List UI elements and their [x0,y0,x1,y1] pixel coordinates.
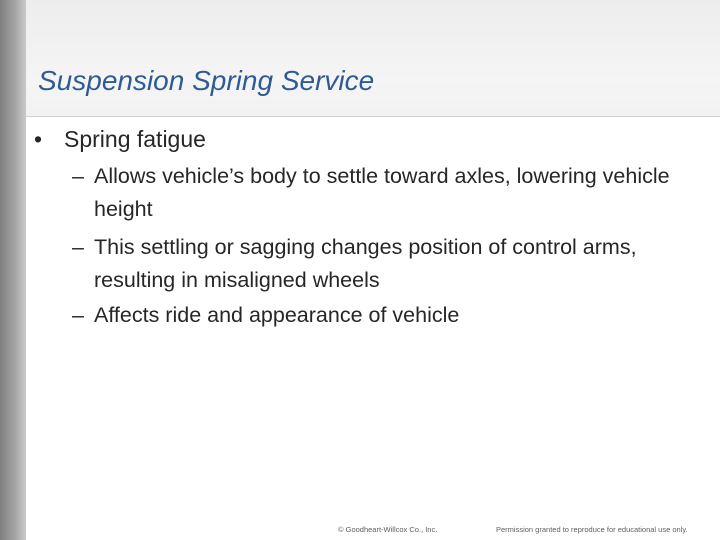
sub-bullet-text: Allows vehicle’s body to settle toward axles, lowering vehicle height [94,164,670,221]
footer-copyright: © Goodheart-Willcox Co., Inc. [338,525,438,534]
sub-bullet-text: Affects ride and appearance of vehicle [94,303,460,327]
bullet-item [34,124,206,154]
sub-bullet-item [72,299,702,332]
sub-bullet-dash: – [72,303,84,327]
slide-title: Suspension Spring Service [38,65,375,96]
bullet-text: Spring fatigue [64,126,206,152]
footer-permission: Permission granted to reproduce for educational use only. [496,525,688,534]
sub-bullet-item [72,160,702,226]
sub-bullet-dash: – [72,235,84,259]
sub-bullet-dash: – [72,164,84,188]
bullet-marker: • [34,126,43,152]
sub-bullet-item [72,231,702,297]
sub-bullet-text: This settling or sagging changes position of control arms, resulting in misaligned wheels [94,235,637,292]
